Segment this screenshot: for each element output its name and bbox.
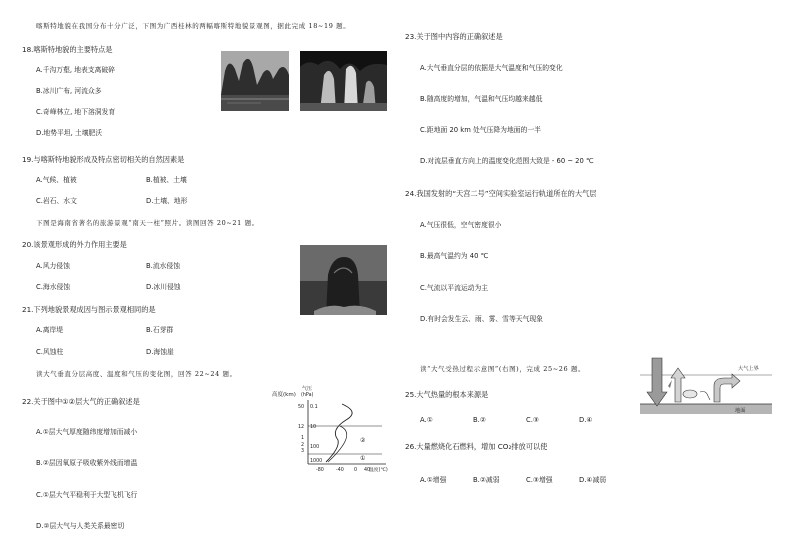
intro-hainan: 下图是海南省著名的旅游景观“南天一柱”照片。读图回答 20~21 题。 xyxy=(36,219,259,227)
intro-atmosphere: 读大气垂直分层高度、温度和气压的变化图，回答 22~24 题。 xyxy=(36,370,237,378)
question-23: 23.关于图中内容的正确叙述是 xyxy=(405,32,503,41)
height-tick-12: 12 xyxy=(298,425,305,430)
question-18: 18.喀斯特地貌的主要特点是 xyxy=(22,45,113,54)
q20-option-d: D.冰川侵蚀 xyxy=(146,283,181,291)
q25-option-b: B.② xyxy=(473,416,486,424)
question-25: 25.大气热量的根本来源是 xyxy=(405,390,489,399)
q21-option-a: A.离岸堤 xyxy=(36,326,64,334)
q21-option-b: B.石芽群 xyxy=(146,326,174,334)
q24-option-b: B.最高气温约为 40 ℃ xyxy=(420,252,489,260)
top-of-atmosphere-label: 大气上界 xyxy=(738,366,759,372)
atmosphere-layers-chart xyxy=(268,382,390,474)
q20-option-c: C.海水侵蚀 xyxy=(36,283,71,291)
q26-option-d: D.④减弱 xyxy=(579,476,607,484)
q24-option-c: C.气流以平流运动为主 xyxy=(420,284,489,292)
temp-axis-label: 温度(℃) xyxy=(369,468,388,473)
question-21: 21.下列地貌景观成因与图示景观相同的是 xyxy=(22,305,156,314)
q26-option-b: B.②减弱 xyxy=(473,476,500,484)
q19-option-d: D.土壤、地形 xyxy=(146,197,188,205)
q22-option-d: D.②层大气与人类关系最密切 xyxy=(36,522,125,530)
temp-tick-40: 40 xyxy=(364,468,371,473)
temp-tick-minus40: -40 xyxy=(336,468,344,473)
pressure-axis-label: 气压 xyxy=(302,386,313,392)
intro-karst: 喀斯特地貌在我国分布十分广泛，下图为广西桂林的两幅喀斯特地貌景观图，据此完成 18~19 题。 xyxy=(36,22,351,30)
intro-heating-process: 读“大气受热过程示意图”(右图)，完成 25~26 题。 xyxy=(420,365,586,373)
question-22: 22.关于图中①②层大气的正确叙述是 xyxy=(22,397,140,406)
q24-option-a: A.气压很低，空气密度很小 xyxy=(420,221,502,229)
q25-option-a: A.① xyxy=(420,416,433,424)
pressure-tick-1000: 1000 xyxy=(310,459,323,464)
atmosphere-heating-diagram xyxy=(640,356,772,414)
q21-option-c: C.风蚀柱 xyxy=(36,348,64,356)
layer-1-label: ① xyxy=(360,455,366,462)
pressure-tick-10: 10 xyxy=(310,425,317,430)
q25-option-c: C.③ xyxy=(526,416,539,424)
q23-option-d: D.对流层垂直方向上的温度变化范围大致是 - 60 ~ 20 ℃ xyxy=(420,157,594,165)
q23-option-c: C.距地面 20 km 处气压降为地面的一半 xyxy=(420,126,541,134)
q26-option-c: C.③增强 xyxy=(526,476,553,484)
height-tick-50: 50 xyxy=(298,405,305,410)
q19-option-a: A.气候、植被 xyxy=(36,176,77,184)
pressure-tick-100: 100 xyxy=(310,445,320,450)
sea-rock-photo xyxy=(300,245,387,315)
karst-peaks-photo xyxy=(221,51,289,111)
q26-option-a: A.①增强 xyxy=(420,476,447,484)
question-24: 24.我国发射的“天宫二号”空间实验室运行轨道所在的大气层 xyxy=(405,189,597,198)
q21-option-d: D.海蚀崖 xyxy=(146,348,174,356)
q18-option-d: D.地势平坦, 土壤肥沃 xyxy=(36,129,103,137)
pressure-tick-0.1: 0.1 xyxy=(310,405,318,410)
layer-2-label: ② xyxy=(360,437,366,444)
q20-option-b: B.流水侵蚀 xyxy=(146,262,181,270)
height-tick-1: 1 xyxy=(301,436,305,441)
q24-option-d: D.有时会发生云、雨、雾、雪等天气现象 xyxy=(420,315,543,323)
q18-option-a: A.千沟万壑, 地表支离破碎 xyxy=(36,66,115,74)
q22-option-b: B.②层因氧原子吸收紫外线而增温 xyxy=(36,459,138,467)
q23-option-a: A.大气垂直分层的依据是大气温度和气压的变化 xyxy=(420,64,563,72)
temp-tick-0: 0 xyxy=(354,468,358,473)
q18-option-b: B.冰川广布, 河流众多 xyxy=(36,87,102,95)
q20-option-a: A.风力侵蚀 xyxy=(36,262,70,270)
q18-option-c: C.奇峰林立, 地下溶洞发育 xyxy=(36,108,116,116)
q19-option-b: B.植被、土壤 xyxy=(146,176,187,184)
question-19: 19.与喀斯特地貌形成及特点密切相关的自然因素是 xyxy=(22,155,185,164)
q19-option-c: C.岩石、水文 xyxy=(36,197,77,205)
q23-option-b: B.随高度的增加，气温和气压均越来越低 xyxy=(420,95,543,103)
temp-tick-minus80: -80 xyxy=(316,468,324,473)
karst-cave-photo xyxy=(300,51,387,111)
height-tick-2: 2 xyxy=(301,443,305,448)
height-axis-label: 高度(km) xyxy=(272,392,296,398)
ground-label: 地面 xyxy=(735,408,746,414)
height-tick-3: 3 xyxy=(301,449,305,454)
question-26: 26.大量燃烧化石燃料，增加 CO₂排放可以使 xyxy=(405,442,548,451)
q25-option-d: D.④ xyxy=(579,416,593,424)
q22-option-a: A.①层大气厚度随纬度增加而减小 xyxy=(36,428,138,436)
question-20: 20.该景观形成的外力作用主要是 xyxy=(22,240,127,249)
pressure-unit-label: (hPa) xyxy=(301,393,314,398)
q22-option-c: C.①层大气平稳利于大型飞机飞行 xyxy=(36,491,138,499)
